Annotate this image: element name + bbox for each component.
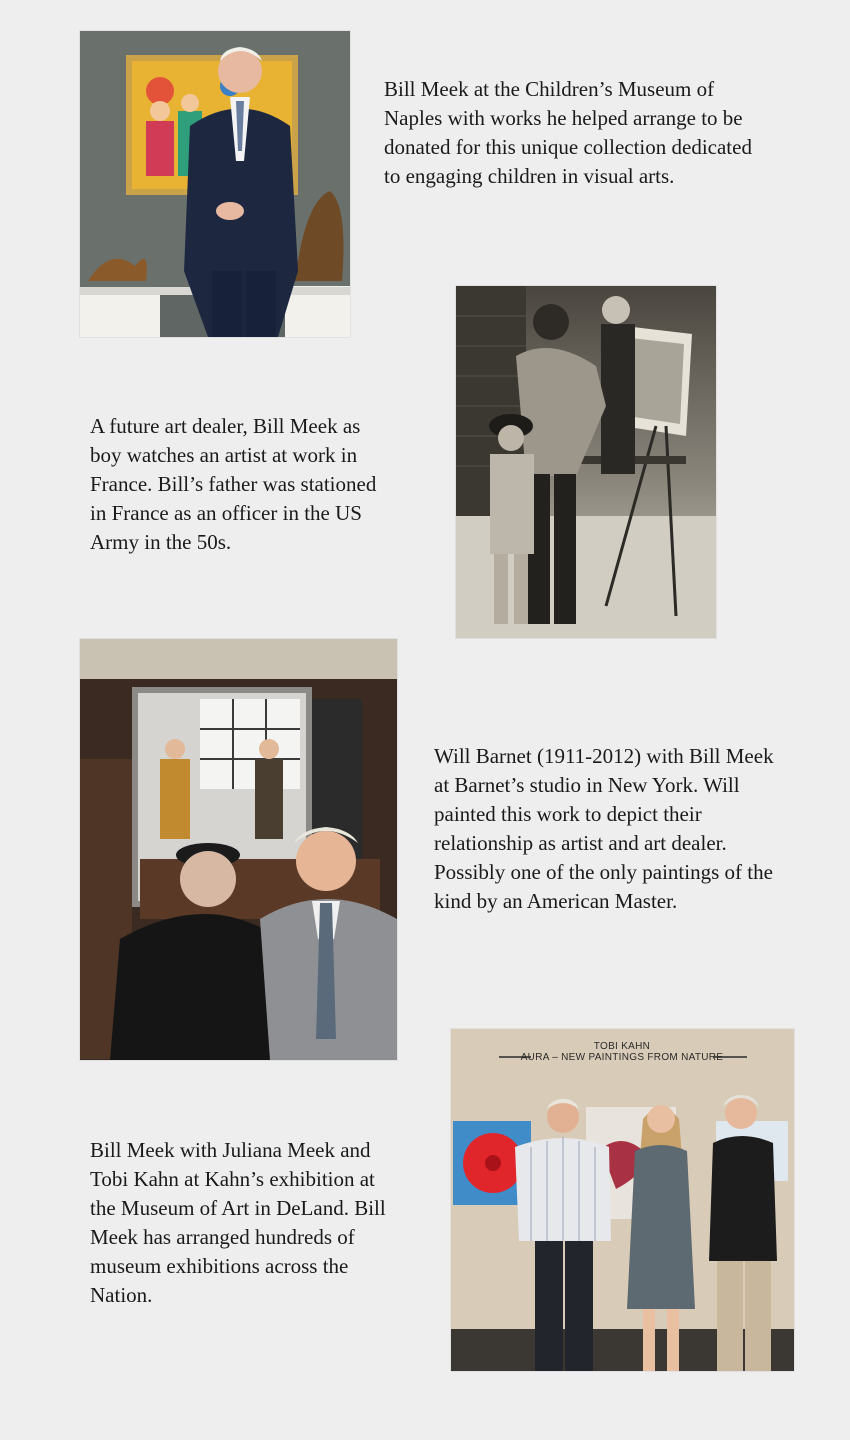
caption-kahn-exhibition: Bill Meek with Juliana Meek and Tobi Kahn at Kahn’s exhibition at the Museum of Art in DeLand. Bill Meek has arranged hundreds of museum exhibitions across the Nation.	[90, 1138, 386, 1307]
photo-barnet-studio	[80, 639, 397, 1060]
caption-childrens-museum: Bill Meek at the Children’s Museum of Naples with works he helped arrange to be donated for this unique collection dedicated to engaging children in visual arts.	[384, 77, 752, 188]
caption-barnet-studio: Will Barnet (1911-2012) with Bill Meek at Barnet’s studio in New York. Will painted this work to depict their relationship as artist and art dealer. Possibly one of the only paintings of the kind by an American Master.	[434, 744, 774, 913]
photo-kahn-exhibition	[451, 1029, 794, 1371]
banner-title: AURA – NEW PAINTINGS FROM NATURE	[520, 1052, 724, 1063]
photo-childrens-museum	[80, 31, 350, 337]
caption-boy-watching-artist: A future art dealer, Bill Meek as boy watches an artist at work in France. Bill’s father was stationed in France as an officer in the US Army in the 50s.	[90, 414, 377, 554]
banner-artist: TOBI KAHN	[593, 1041, 651, 1052]
photo-boy-watching-artist	[456, 286, 716, 638]
